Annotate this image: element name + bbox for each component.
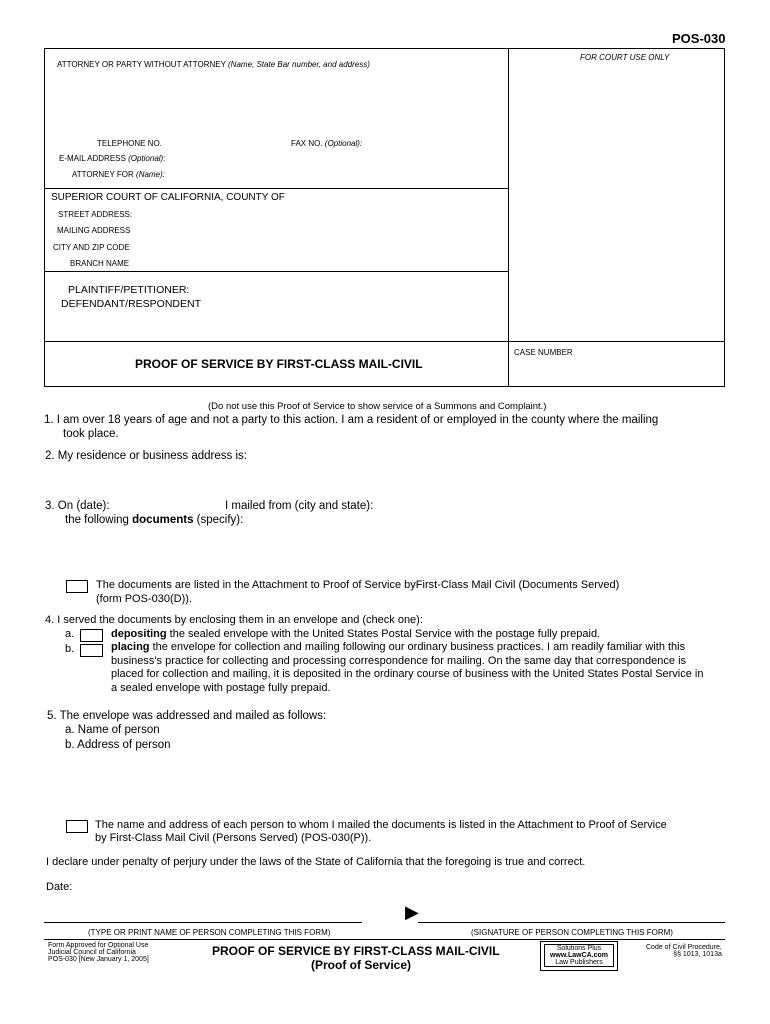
signature-arrow-icon: ▶ — [405, 902, 419, 922]
telephone-label: TELEPHONE NO. — [97, 139, 162, 148]
declaration: I declare under penalty of perjury under the laws of the State of California that the foregoing is true and correct. — [46, 856, 586, 868]
attachment-persons-line1: The name and address of each person to whom I mailed the documents is listed in the Attachment to Proof of Service — [95, 819, 667, 831]
attachment-documents-checkbox[interactable] — [66, 580, 88, 593]
printed-name-caption: (TYPE OR PRINT NAME OF PERSON COMPLETING THIS FORM) — [88, 928, 331, 937]
caption-box-bottom — [44, 386, 725, 387]
court-use-label: FOR COURT USE ONLY — [580, 53, 670, 62]
caption-box-right — [724, 48, 725, 387]
item4b-text: placing the envelope for collection and mailing following our ordinary business practices. I am readily familiar with this — [111, 641, 686, 653]
attachment-persons-checkbox[interactable] — [66, 820, 88, 833]
notice: (Do not use this Proof of Service to show service of a Summons and Complaint.) — [208, 401, 547, 412]
fax-label: FAX NO. (Optional): — [291, 139, 363, 148]
date-label: Date: — [46, 881, 73, 893]
caption-box-divider-3 — [44, 341, 725, 342]
attachment-documents-line2: (form POS-030(D)). — [96, 593, 192, 605]
attorney-label: ATTORNEY OR PARTY WITHOUT ATTORNEY (Name, State Bar number, and address) — [57, 60, 370, 69]
signature-line[interactable] — [418, 922, 725, 923]
item2: 2. My residence or business address is: — [45, 450, 247, 462]
attachment-documents-line1: The documents are listed in the Attachment to Proof of Service byFirst-Class Mail Civil (Documents Served) — [96, 579, 620, 591]
caption-box-divider-2 — [44, 271, 509, 272]
placing-checkbox[interactable] — [80, 644, 103, 657]
signature-caption: (SIGNATURE OF PERSON COMPLETING THIS FORM) — [471, 928, 673, 937]
item1-line1: 1. I am over 18 years of age and not a party to this action. I am a resident of or employed in the county where the mailing — [44, 414, 659, 426]
item4b-line2: business's practice for collecting and processing correspondence for mailing. On the same day that correspondence is — [111, 655, 687, 667]
court-name-label: SUPERIOR COURT OF CALIFORNIA, COUNTY OF — [51, 192, 285, 203]
plaintiff-label: PLAINTIFF/PETITIONER: — [68, 284, 190, 296]
item3-mailed-from: I mailed from (city and state): — [225, 500, 374, 512]
caption-box-top — [44, 48, 725, 49]
branch-label: BRANCH NAME — [70, 259, 130, 268]
case-number-label: CASE NUMBER — [514, 348, 573, 357]
footer-subtitle: (Proof of Service) — [311, 958, 412, 972]
attorney-for-label: ATTORNEY FOR (Name): — [72, 170, 165, 179]
caption-box-divider-1 — [44, 188, 509, 189]
caption-box-left — [44, 48, 45, 387]
item4: 4. I served the documents by enclosing them in an envelope and (check one): — [45, 614, 423, 626]
publisher-stamp-inner: Solutions Plus www.LawCA.com Law Publishers — [544, 944, 614, 967]
footer-rule — [44, 939, 725, 940]
street-label: STREET ADDRESS: — [58, 210, 133, 219]
city-zip-label: CITY AND ZIP CODE — [53, 243, 130, 252]
printed-name-line[interactable] — [44, 922, 362, 923]
email-label: E-MAIL ADDRESS (Optional): — [59, 154, 166, 163]
footer-code: Code of Civil Procedure, §§ 1013, 1013a — [646, 944, 722, 958]
item1-line2: took place. — [63, 428, 119, 440]
mailing-label: MAILING ADDRESS — [57, 226, 131, 235]
depositing-checkbox[interactable] — [80, 629, 103, 642]
caption-box-divider-v — [508, 48, 509, 387]
item3-documents: the following documents (specify): — [65, 514, 244, 526]
footer-title: PROOF OF SERVICE BY FIRST-CLASS MAIL-CIVIL — [212, 944, 500, 958]
footer-approval: Form Approved for Optional Use Judicial Council of California POS-030 [New January 1, 2005] — [48, 942, 149, 963]
item5a: a. Name of person — [65, 724, 160, 736]
form-id: POS-030 — [672, 31, 726, 46]
defendant-label: DEFENDANT/RESPONDENT — [61, 298, 202, 310]
item4a-label: a. — [65, 628, 75, 640]
form-title: PROOF OF SERVICE BY FIRST-CLASS MAIL-CIVIL — [135, 357, 423, 371]
item4b-line3: placed for collection and mailing, it is deposited in the ordinary course of business with the United States Postal Service in — [111, 668, 704, 680]
attachment-persons-line2: by First-Class Mail Civil (Persons Served) (POS-030(P)). — [95, 832, 372, 844]
item4b-line4: a sealed envelope with postage fully prepaid. — [111, 682, 331, 694]
item5: 5. The envelope was addressed and mailed as follows: — [47, 710, 327, 722]
item4a-text: depositing the sealed envelope with the United States Postal Service with the postage fully prepaid. — [111, 628, 601, 640]
item4b-label: b. — [65, 643, 75, 655]
item5b: b. Address of person — [65, 739, 171, 751]
item3-date: 3. On (date): — [45, 500, 110, 512]
